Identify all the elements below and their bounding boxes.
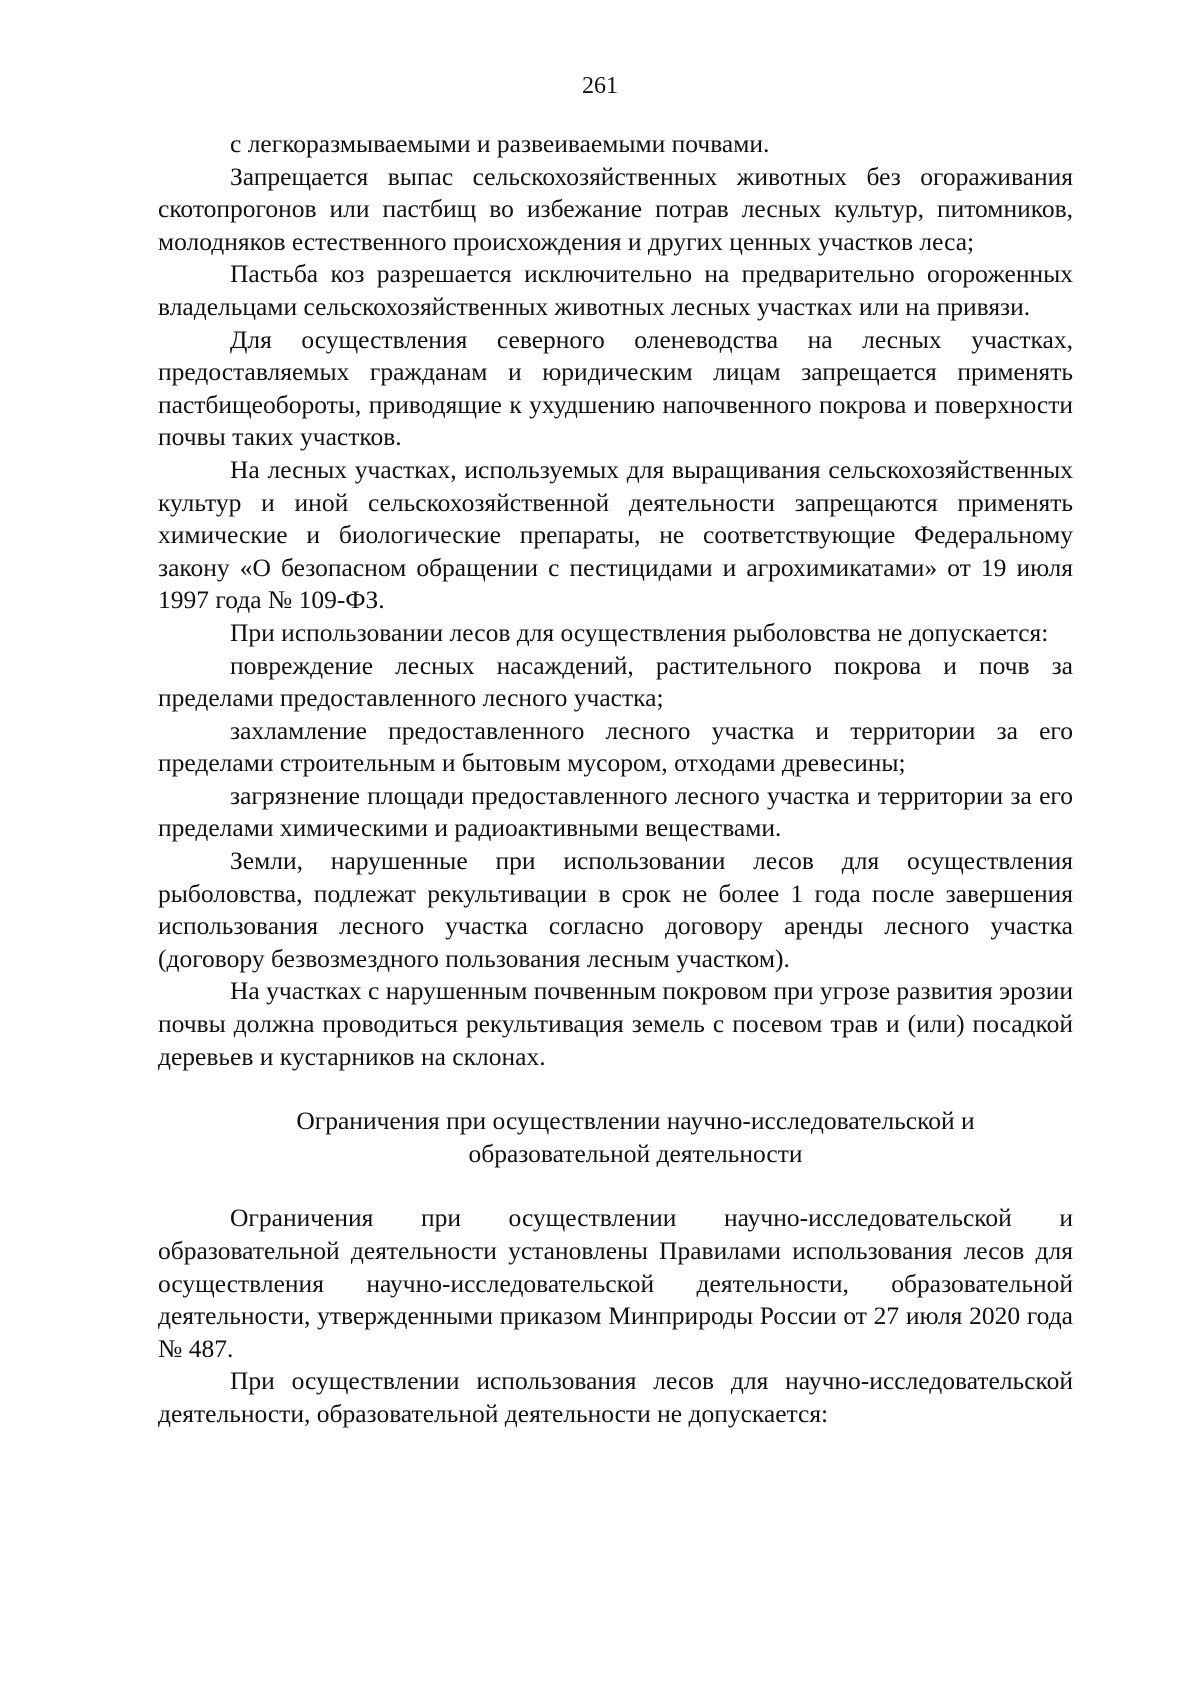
paragraph-4: Для осуществления северного оленеводства на лесных участках, предоставляемых гражданам и юридическим лицам запрещается применять пастбищеобороты, приводящие к ухудшению напочвенного покрова и поверхности почвы таких участков.	[158, 324, 1073, 452]
paragraph-7: повреждение лесных насаждений, растительного покрова и почв за пределами предоставленного лесного участка;	[158, 650, 1073, 713]
paragraph-9: загрязнение площади предоставленного лесного участка и территории за его пределами химическими и радиоактивными веществами.	[158, 780, 1073, 843]
paragraph-3: Пастьба коз разрешается исключительно на предварительно огороженных владельцами сельскохозяйственных животных лесных участках или на привязи.	[158, 259, 1073, 321]
section-heading	[158, 1105, 1073, 1170]
paragraph-1: с легкоразмываемыми и развеиваемыми почвами.	[230, 129, 770, 158]
paragraph-11: На участках с нарушенным почвенным покровом при угрозе развития эрозии почвы должна проводиться рекультивация земель с посевом трав и (или) посадкой деревьев и кустарников на склонах.	[158, 976, 1073, 1071]
paragraph-6: При использовании лесов для осуществления рыболовства не допускается:	[230, 617, 1049, 647]
paragraph-13: При осуществлении использования лесов для научно-исследовательской деятельности, образовательной деятельности не допускается:	[158, 1366, 1073, 1428]
paragraph-5: На лесных участках, используемых для выращивания сельскохозяйственных культур и иной сельскохозяйственной деятельности запрещаются применять химические и биологические препараты, не соответствующие Федеральному закону «О безопасном обращении с пестицидами и агрохимикатами» от 19 июля 1997 года № 109-ФЗ.	[158, 454, 1073, 615]
paragraph-2: Запрещается выпас сельскохозяйственных животных без огораживания скотопрогонов или пастбищ во избежание потрав лесных культур, питомников, молодняков естественного происхождения и других ценных участков леса;	[158, 161, 1073, 256]
paragraph-8: захламление предоставленного лесного участка и территории за его пределами строительным и бытовым мусором, отходами древесины;	[158, 715, 1073, 778]
paragraph-12: Ограничения при осуществлении научно-исследовательской и образовательной деятельности установлены Правилами использования лесов для осуществления научно-исследовательской деятельности, образовательной деятельности, утвержденными приказом Минприроды России от 27 июля 2020 года № 487.	[158, 1203, 1073, 1363]
page-number: 261	[582, 73, 618, 99]
document-body	[158, 128, 1073, 1431]
section-heading-line-1: Ограничения при осуществлении научно-исследовательской и	[296, 1106, 975, 1136]
paragraph-10: Земли, нарушенные при использовании лесов для осуществления рыболовства, подлежат рекультивации в срок не более 1 года после завершения использования лесного участка согласно договору аренды лесного участка (договору безвозмездного пользования лесным участком).	[158, 846, 1073, 973]
section-heading-line-2: образовательной деятельности	[468, 1138, 803, 1168]
